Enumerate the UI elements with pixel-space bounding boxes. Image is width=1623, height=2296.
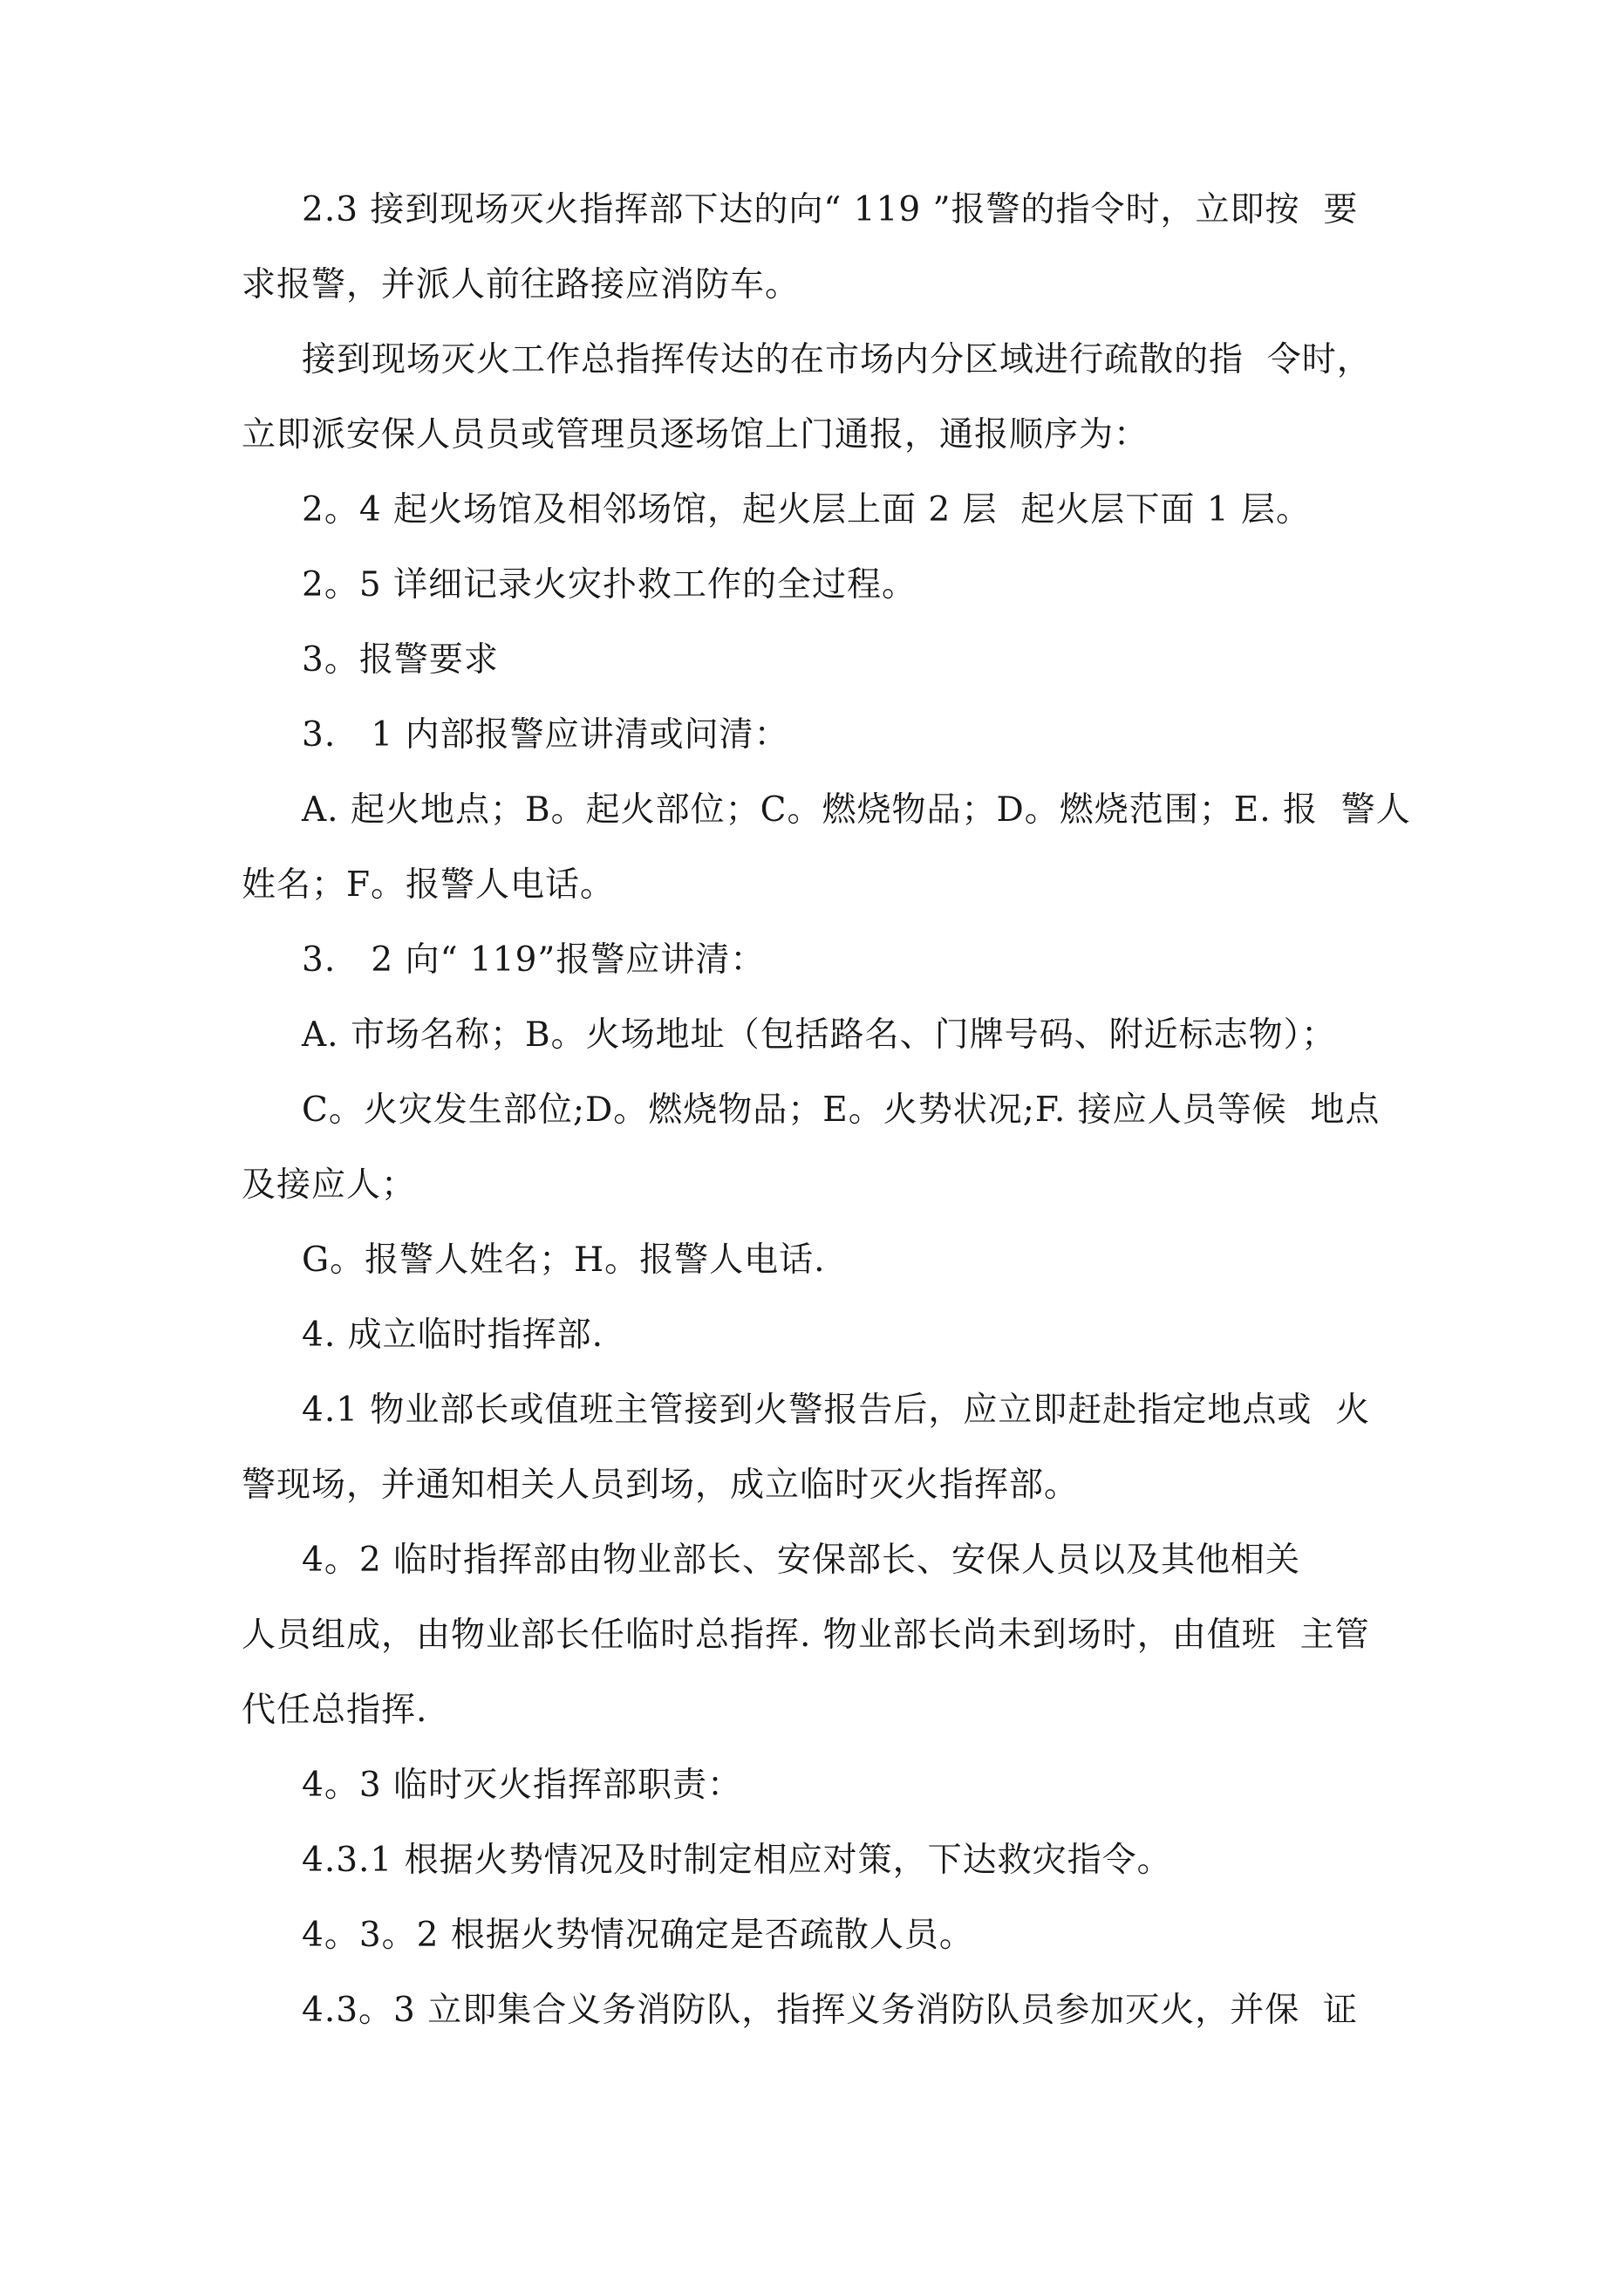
text-line: 4。3。2 根据火势情况确定是否疏散人员。 xyxy=(302,1916,974,1955)
text-line: 2。5 详细记录火灾扑救工作的全过程。 xyxy=(302,565,917,605)
text-line: G。报警人姓名；H。报警人电话. xyxy=(302,1240,826,1280)
text-line: 4.3.1 根据火势情况及时制定相应对策，下达救灾指令。 xyxy=(302,1841,1172,1880)
text-line: 4.3。3 立即集合义务消防队，指挥义务消防队员参加灭火，并保 证 xyxy=(302,1991,1359,2030)
text-line: 接到现场灭火工作总指挥传达的在市场内分区域进行疏散的指 令时， xyxy=(302,340,1372,379)
text-line: 3. 1 内部报警应讲清或问清： xyxy=(302,715,789,755)
text-line: 代任总指挥. xyxy=(242,1691,428,1730)
text-line: A. 市场名称；B。火场地址（包括路名、门牌号码、附近标志物）； xyxy=(302,1015,1337,1055)
text-line: 3. 2 向“ 119”报警应讲清： xyxy=(302,940,766,980)
text-line: C。火灾发生部位;D。燃烧物品；E。火势状况;F. 接应人员等候 地点 xyxy=(302,1090,1381,1130)
text-line: 4。2 临时指挥部由物业部长、安保部长、安保人员以及其他相关 xyxy=(302,1541,1301,1580)
text-line: 2。4 起火场馆及相邻场馆，起火层上面 2 层 起火层下面 1 层。 xyxy=(302,490,1312,530)
text-line: 4. 成立临时指挥部. xyxy=(302,1315,604,1355)
text-line: 姓名；F。报警人电话。 xyxy=(242,865,616,905)
text-line: 人员组成，由物业部长任临时总指挥. 物业部长尚未到场时，由值班 主管 xyxy=(242,1616,1370,1655)
text-line: 立即派安保人员员或管理员逐场馆上门通报，通报顺序为： xyxy=(242,415,1149,454)
text-line: 3。报警要求 xyxy=(302,640,499,680)
text-line: 求报警，并派人前往路接应消防车。 xyxy=(242,265,801,304)
text-line: 2.3 接到现场灭火指挥部下达的向“ 119 ”报警的指令时，立即按 要 xyxy=(302,190,1359,229)
text-line: A. 起火地点；B。起火部位；C。燃烧物品；D。燃烧范围；E. 报 警人 xyxy=(302,790,1411,830)
text-line: 及接应人； xyxy=(242,1165,417,1205)
text-line: 警现场，并通知相关人员到场，成立临时灭火指挥部。 xyxy=(242,1466,1080,1505)
text-line: 4.1 物业部长或值班主管接到火警报告后，应立即赶赴指定地点或 火 xyxy=(302,1391,1371,1430)
text-line: 4。3 临时灭火指挥部职责： xyxy=(302,1766,743,1805)
